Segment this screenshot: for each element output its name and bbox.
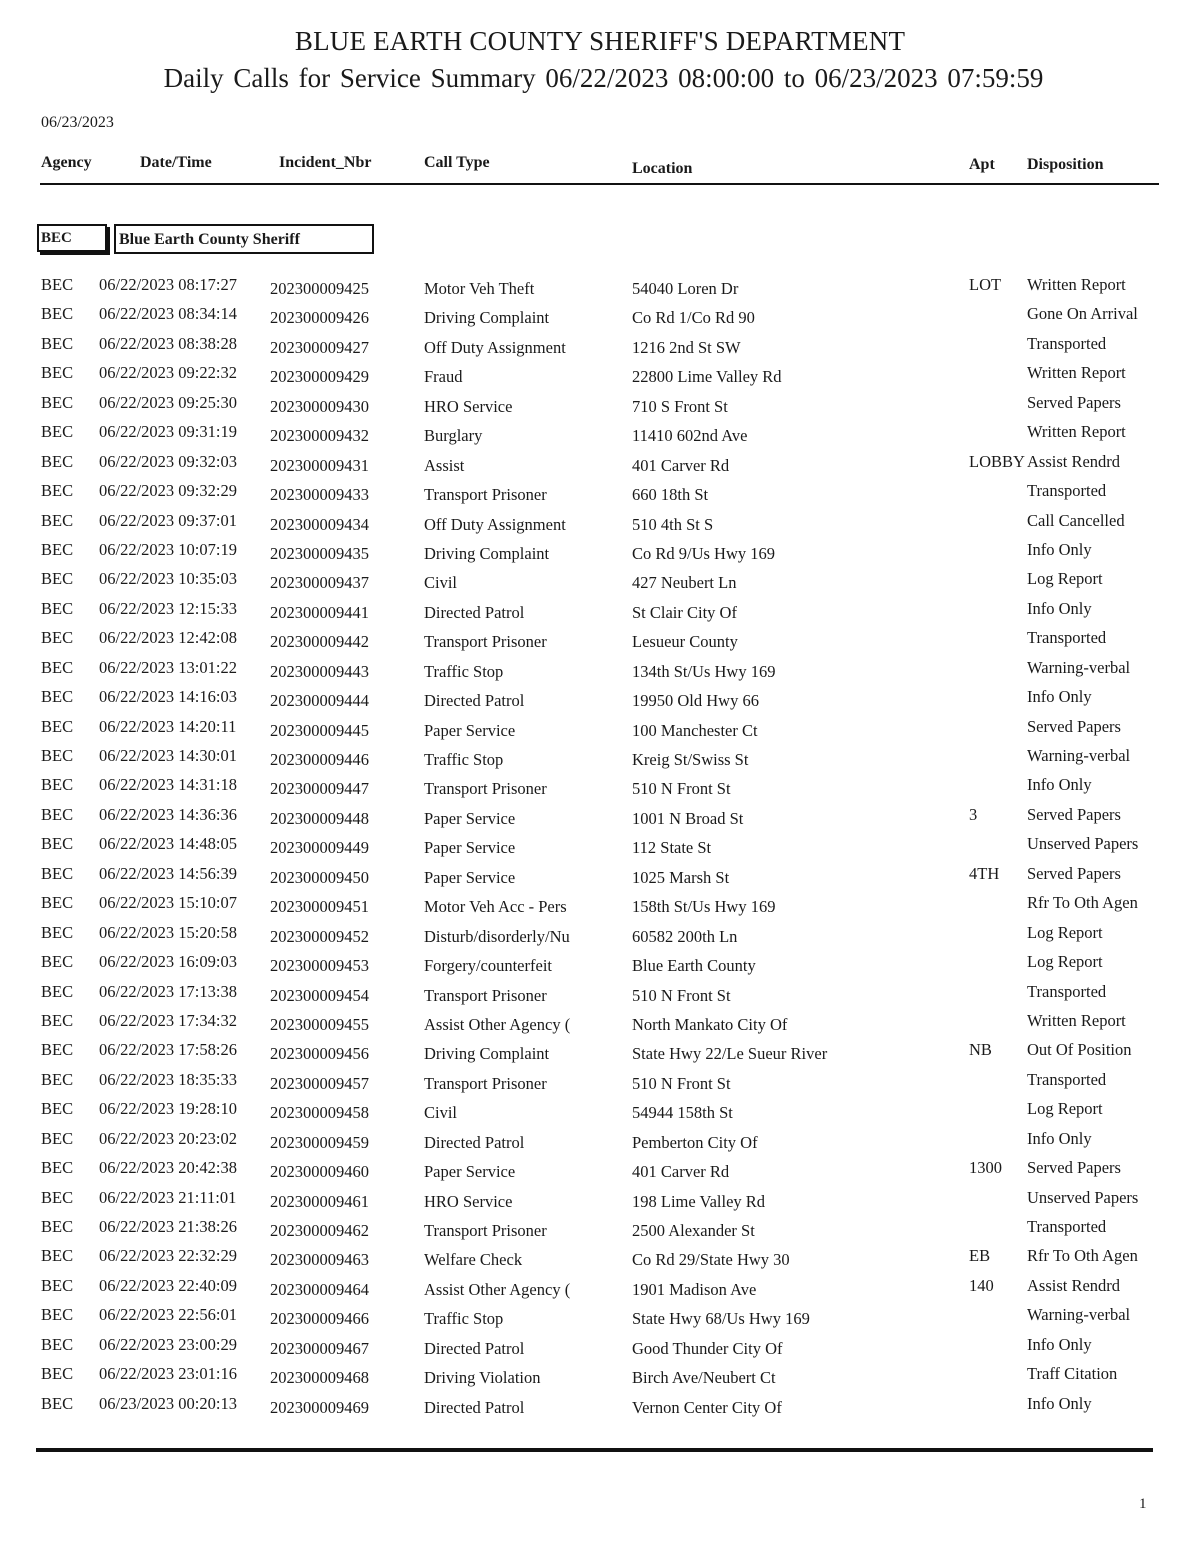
disposition-cell: Served Papers [1027,804,1121,824]
location-cell: 54944 158th St [632,1103,733,1123]
table-row [0,540,1200,569]
call-type-cell: HRO Service [424,1191,513,1211]
location-cell: State Hwy 68/Us Hwy 169 [632,1309,810,1329]
disposition-cell: Transported [1027,628,1107,648]
agency-cell: BEC [41,952,74,972]
location-cell: 19950 Old Hwy 66 [632,691,759,711]
location-cell: 510 N Front St [632,779,731,799]
location-cell: 510 N Front St [632,1073,731,1093]
datetime-cell: 06/22/2023 21:38:26 [99,1217,237,1236]
call-type-cell: Driving Violation [424,1368,541,1388]
datetime-cell: 06/22/2023 14:48:05 [99,834,237,854]
incident-number-cell: 202300009449 [270,838,369,858]
disposition-cell: Transported [1027,1069,1107,1089]
agency-cell: BEC [41,981,74,1001]
datetime-cell: 06/22/2023 08:34:14 [99,304,237,324]
call-type-cell: Paper Service [424,867,516,887]
disposition-cell: Info Only [1027,539,1092,559]
agency-cell: BEC [41,392,74,412]
column-header-call-type: Call Type [424,154,490,171]
location-cell: Vernon Center City Of [632,1397,782,1417]
table-row [0,687,1200,716]
location-cell: 11410 602nd Ave [632,426,748,446]
disposition-cell: Rfr To Oth Agen [1027,1246,1138,1266]
report-title: BLUE EARTH COUNTY SHERIFF'S DEPARTMENT [294,26,906,56]
incident-number-cell: 202300009447 [270,779,369,799]
location-cell: 710 S Front St [632,396,728,416]
location-cell: Good Thunder City Of [632,1338,783,1358]
table-row [0,1364,1200,1393]
location-cell: 22800 Lime Valley Rd [632,367,782,387]
call-type-cell: Civil [424,1103,458,1123]
location-cell: 158th St/Us Hwy 169 [632,897,776,917]
table-row [0,1394,1200,1423]
agency-cell: BEC [41,1128,74,1148]
location-cell: Co Rd 29/State Hwy 30 [632,1250,790,1270]
call-type-cell: Traffic Stop [424,1309,504,1329]
agency-cell: BEC [41,863,74,883]
disposition-cell: Info Only [1027,775,1092,795]
agency-cell: BEC [41,333,74,353]
datetime-cell: 06/22/2023 23:01:16 [99,1364,237,1384]
table-row [0,952,1200,981]
agency-cell: BEC [41,481,74,501]
disposition-cell: Info Only [1027,1334,1092,1354]
location-cell: 198 Lime Valley Rd [632,1191,766,1211]
incident-number-cell: 202300009426 [270,308,369,328]
call-type-cell: Transport Prisoner [424,779,547,799]
disposition-cell: Served Papers [1027,1158,1121,1178]
apt-cell: 3 [969,804,978,824]
incident-number-cell: 202300009434 [270,514,369,534]
disposition-cell: Log Report [1027,1099,1103,1119]
table-row [0,511,1200,540]
datetime-cell: 06/22/2023 22:40:09 [99,1275,237,1295]
incident-number-cell: 202300009431 [270,455,369,475]
datetime-cell: 06/22/2023 17:34:32 [99,1010,237,1030]
disposition-cell: Info Only [1027,1128,1092,1148]
disposition-cell: Info Only [1027,687,1092,707]
footer-divider [36,1448,1153,1452]
location-cell: 2500 Alexander St [632,1221,755,1240]
call-type-cell: Transport Prisoner [424,1221,547,1240]
disposition-cell: Log Report [1027,952,1103,972]
agency-cell: BEC [41,628,74,648]
disposition-cell: Assist Rendrd [1027,451,1121,471]
datetime-cell: 06/22/2023 22:56:01 [99,1305,237,1325]
incident-number-cell: 202300009460 [270,1162,369,1182]
call-type-cell: Traffic Stop [424,661,504,681]
call-type-cell: Fraud [424,367,463,387]
column-header-apt: Apt [969,156,995,173]
apt-cell: LOT [969,275,1002,294]
agency-cell: BEC [41,1099,74,1119]
table-row [0,363,1200,392]
agency-cell: BEC [41,1040,74,1060]
call-type-cell: Assist Other Agency ( [424,1279,571,1299]
datetime-cell: 06/22/2023 23:00:29 [99,1334,237,1354]
datetime-cell: 06/22/2023 22:32:29 [99,1246,237,1266]
header-divider [40,183,1159,185]
disposition-cell: Transported [1027,333,1107,353]
incident-number-cell: 202300009461 [270,1191,369,1211]
table-row [0,982,1200,1011]
incident-number-cell: 202300009464 [270,1279,369,1299]
location-cell: 1901 Madison Ave [632,1279,757,1299]
call-type-cell: Transport Prisoner [424,485,547,505]
incident-number-cell: 202300009433 [270,485,369,505]
disposition-cell: Written Report [1027,422,1126,442]
location-cell: 510 4th St S [632,514,714,534]
agency-cell: BEC [41,569,74,589]
incident-number-cell: 202300009455 [270,1014,369,1034]
call-type-cell: HRO Service [424,396,513,416]
apt-cell: NB [969,1040,992,1060]
incident-number-cell: 202300009454 [270,985,369,1005]
table-row [0,923,1200,952]
table-row [0,1246,1200,1275]
location-cell: Co Rd 1/Co Rd 90 [632,308,755,328]
incident-number-cell: 202300009425 [270,279,369,298]
apt-cell: EB [969,1246,991,1266]
location-cell: 112 State St [632,838,712,858]
incident-number-cell: 202300009443 [270,661,369,681]
location-cell: 1216 2nd St SW [632,337,741,357]
disposition-cell: Written Report [1027,275,1126,294]
incident-number-cell: 202300009445 [270,720,369,740]
call-type-cell: Disturb/disorderly/Nu [424,926,570,946]
table-row [0,893,1200,922]
report-subtitle: Daily Calls for Service Summary 06/22/2023 08:00:00 to 06/23/2023 07:59:59 [163,63,1044,93]
agency-cell: BEC [41,922,74,942]
call-type-cell: Assist Other Agency ( [424,1014,571,1034]
table-row [0,658,1200,687]
location-cell: 1001 N Broad St [632,808,744,828]
call-type-cell: Transport Prisoner [424,1073,547,1093]
table-row [0,422,1200,451]
column-header-location: Location [632,160,693,177]
datetime-cell: 06/22/2023 09:37:01 [99,510,237,530]
incident-number-cell: 202300009448 [270,808,369,828]
datetime-cell: 06/22/2023 20:42:38 [99,1158,237,1178]
call-type-cell: Driving Complaint [424,543,550,563]
agency-cell: BEC [41,275,74,294]
table-row [0,1011,1200,1040]
disposition-cell: Traff Citation [1027,1364,1118,1384]
table-row [0,1129,1200,1158]
table-row [0,1188,1200,1217]
call-type-cell: Directed Patrol [424,602,525,622]
agency-cell: BEC [41,893,74,913]
datetime-cell: 06/22/2023 15:10:07 [99,893,237,913]
agency-name-box: Blue Earth County Sheriff [114,224,374,254]
disposition-cell: Served Papers [1027,863,1121,883]
call-type-cell: Driving Complaint [424,308,550,328]
incident-number-cell: 202300009453 [270,956,369,976]
call-type-cell: Traffic Stop [424,750,504,769]
disposition-cell: Served Papers [1027,716,1121,736]
agency-cell: BEC [41,1246,74,1266]
datetime-cell: 06/22/2023 16:09:03 [99,952,237,972]
location-cell: Birch Ave/Neubert Ct [632,1368,776,1388]
location-cell: St Clair City Of [632,602,737,622]
disposition-cell: Info Only [1027,1393,1092,1413]
agency-cell: BEC [41,657,74,677]
incident-number-cell: 202300009427 [270,337,369,357]
agency-cell: BEC [41,716,74,736]
call-type-cell: Motor Veh Acc - Pers [424,897,567,917]
column-header-datetime: Date/Time [140,154,212,171]
agency-cell: BEC [41,1393,74,1413]
incident-number-cell: 202300009466 [270,1309,369,1329]
disposition-cell: Assist Rendrd [1027,1275,1121,1295]
table-row [0,717,1200,746]
incident-number-cell: 202300009468 [270,1368,369,1388]
location-cell: Kreig St/Swiss St [632,750,749,769]
datetime-cell: 06/22/2023 17:58:26 [99,1040,237,1060]
table-row [0,1276,1200,1305]
incident-number-cell: 202300009452 [270,926,369,946]
call-type-cell: Paper Service [424,1162,516,1182]
disposition-cell: Served Papers [1027,392,1121,412]
disposition-cell: Gone On Arrival [1027,304,1138,324]
location-cell: 401 Carver Rd [632,455,730,475]
incident-number-cell: 202300009462 [270,1221,369,1240]
disposition-cell: Unserved Papers [1027,1187,1139,1207]
call-type-cell: Driving Complaint [424,1044,550,1064]
datetime-cell: 06/22/2023 19:28:10 [99,1099,237,1119]
page-number: 1 [1139,1496,1147,1512]
agency-cell: BEC [41,746,74,765]
location-cell: 54040 Loren Dr [632,279,739,298]
agency-cell: BEC [41,1069,74,1089]
calls-table [0,275,1200,1423]
datetime-cell: 06/22/2023 15:20:58 [99,922,237,942]
table-row [0,628,1200,657]
datetime-cell: 06/22/2023 13:01:22 [99,657,237,677]
location-cell: 1025 Marsh St [632,867,730,887]
datetime-cell: 06/22/2023 09:32:03 [99,451,237,471]
table-row [0,834,1200,863]
incident-number-cell: 202300009467 [270,1338,369,1358]
location-cell: 510 N Front St [632,985,731,1005]
apt-cell: 140 [969,1275,994,1295]
call-type-cell: Directed Patrol [424,1132,525,1152]
datetime-cell: 06/23/2023 00:20:13 [99,1393,237,1413]
incident-number-cell: 202300009435 [270,543,369,563]
apt-cell: 4TH [969,863,1000,883]
datetime-cell: 06/22/2023 14:31:18 [99,775,237,795]
column-header-disposition: Disposition [1027,156,1104,173]
datetime-cell: 06/22/2023 14:20:11 [99,716,237,736]
call-type-cell: Motor Veh Theft [424,279,535,298]
incident-number-cell: 202300009446 [270,750,369,769]
incident-number-cell: 202300009437 [270,573,369,593]
disposition-cell: Transported [1027,481,1107,501]
disposition-cell: Log Report [1027,922,1103,942]
location-cell: 134th St/Us Hwy 169 [632,661,776,681]
table-row [0,304,1200,333]
table-row [0,481,1200,510]
datetime-cell: 06/22/2023 14:30:01 [99,746,237,765]
disposition-cell: Written Report [1027,363,1126,383]
datetime-cell: 06/22/2023 14:56:39 [99,863,237,883]
agency-cell: BEC [41,451,74,471]
incident-number-cell: 202300009430 [270,396,369,416]
datetime-cell: 06/22/2023 08:38:28 [99,333,237,353]
call-type-cell: Off Duty Assignment [424,337,566,357]
disposition-cell: Transported [1027,1217,1107,1236]
call-type-cell: Directed Patrol [424,1397,525,1417]
disposition-cell: Out Of Position [1027,1040,1132,1060]
datetime-cell: 06/22/2023 17:13:38 [99,981,237,1001]
agency-cell: BEC [41,1275,74,1295]
disposition-cell: Warning-verbal [1027,1305,1131,1325]
incident-number-cell: 202300009451 [270,897,369,917]
print-date: 06/23/2023 [41,114,114,131]
agency-cell: BEC [41,1217,74,1236]
disposition-cell: Transported [1027,981,1107,1001]
agency-cell: BEC [41,834,74,854]
agency-cell: BEC [41,598,74,618]
table-row [0,1305,1200,1334]
datetime-cell: 06/22/2023 09:32:29 [99,481,237,501]
datetime-cell: 06/22/2023 21:11:01 [99,1187,237,1207]
call-type-cell: Assist [424,455,465,475]
agency-code-box: BEC [37,224,107,252]
call-type-cell: Civil [424,573,458,593]
datetime-cell: 06/22/2023 14:36:36 [99,804,237,824]
agency-cell: BEC [41,1364,74,1384]
call-type-cell: Welfare Check [424,1250,523,1270]
incident-number-cell: 202300009456 [270,1044,369,1064]
datetime-cell: 06/22/2023 09:25:30 [99,392,237,412]
table-row [0,805,1200,834]
table-row [0,1158,1200,1187]
agency-cell: BEC [41,1010,74,1030]
datetime-cell: 06/22/2023 12:15:33 [99,598,237,618]
disposition-cell: Unserved Papers [1027,834,1139,854]
location-cell: Pemberton City Of [632,1132,758,1152]
table-row [0,599,1200,628]
disposition-cell: Call Cancelled [1027,510,1125,530]
location-cell: Blue Earth County [632,956,756,976]
datetime-cell: 06/22/2023 18:35:33 [99,1069,237,1089]
agency-cell: BEC [41,510,74,530]
call-type-cell: Paper Service [424,808,516,828]
datetime-cell: 06/22/2023 10:07:19 [99,539,237,559]
table-row [0,1335,1200,1364]
table-row [0,1070,1200,1099]
incident-number-cell: 202300009458 [270,1103,369,1123]
incident-number-cell: 202300009463 [270,1250,369,1270]
location-cell: 60582 200th Ln [632,926,738,946]
incident-number-cell: 202300009459 [270,1132,369,1152]
incident-number-cell: 202300009469 [270,1397,369,1417]
call-type-cell: Transport Prisoner [424,632,547,652]
datetime-cell: 06/22/2023 09:31:19 [99,422,237,442]
table-row [0,452,1200,481]
disposition-cell: Warning-verbal [1027,746,1131,765]
agency-cell: BEC [41,304,74,324]
agency-cell: BEC [41,687,74,707]
incident-number-cell: 202300009441 [270,602,369,622]
disposition-cell: Log Report [1027,569,1103,589]
datetime-cell: 06/22/2023 20:23:02 [99,1128,237,1148]
agency-cell: BEC [41,1158,74,1178]
incident-number-cell: 202300009429 [270,367,369,387]
datetime-cell: 06/22/2023 12:42:08 [99,628,237,648]
agency-cell: BEC [41,422,74,442]
location-cell: 401 Carver Rd [632,1162,730,1182]
table-row [0,569,1200,598]
disposition-cell: Rfr To Oth Agen [1027,893,1138,913]
datetime-cell: 06/22/2023 14:16:03 [99,687,237,707]
location-cell: State Hwy 22/Le Sueur River [632,1044,828,1064]
incident-number-cell: 202300009442 [270,632,369,652]
call-type-cell: Paper Service [424,838,516,858]
apt-cell: LOBBY [969,451,1025,471]
call-type-cell: Directed Patrol [424,1338,525,1358]
table-row [0,393,1200,422]
location-cell: 427 Neubert Ln [632,573,737,593]
table-row [0,334,1200,363]
agency-cell: BEC [41,539,74,559]
disposition-cell: Written Report [1027,1010,1126,1030]
table-row [0,1217,1200,1246]
incident-number-cell: 202300009444 [270,691,369,711]
call-type-cell: Burglary [424,426,483,446]
column-header-incident: Incident_Nbr [279,154,372,171]
incident-number-cell: 202300009450 [270,867,369,887]
call-type-cell: Directed Patrol [424,691,525,711]
agency-cell: BEC [41,1305,74,1325]
call-type-cell: Forgery/counterfeit [424,956,552,976]
location-cell: 660 18th St [632,485,709,505]
call-type-cell: Off Duty Assignment [424,514,566,534]
agency-cell: BEC [41,363,74,383]
location-cell: 100 Manchester Ct [632,720,758,740]
datetime-cell: 06/22/2023 10:35:03 [99,569,237,589]
datetime-cell: 06/22/2023 08:17:27 [99,275,237,294]
call-type-cell: Transport Prisoner [424,985,547,1005]
table-row [0,275,1200,304]
disposition-cell: Info Only [1027,598,1092,618]
location-cell: North Mankato City Of [632,1014,788,1034]
column-header-agency: Agency [41,154,92,171]
agency-cell: BEC [41,1187,74,1207]
call-type-cell: Paper Service [424,720,516,740]
table-row [0,746,1200,775]
table-row [0,1099,1200,1128]
agency-cell: BEC [41,775,74,795]
table-row [0,1040,1200,1069]
location-cell: Lesueur County [632,632,738,652]
apt-cell: 1300 [969,1158,1002,1178]
location-cell: Co Rd 9/Us Hwy 169 [632,543,776,563]
agency-cell: BEC [41,1334,74,1354]
table-row [0,864,1200,893]
incident-number-cell: 202300009432 [270,426,369,446]
incident-number-cell: 202300009457 [270,1073,369,1093]
disposition-cell: Warning-verbal [1027,657,1131,677]
datetime-cell: 06/22/2023 09:22:32 [99,363,237,383]
table-row [0,775,1200,804]
agency-cell: BEC [41,804,74,824]
